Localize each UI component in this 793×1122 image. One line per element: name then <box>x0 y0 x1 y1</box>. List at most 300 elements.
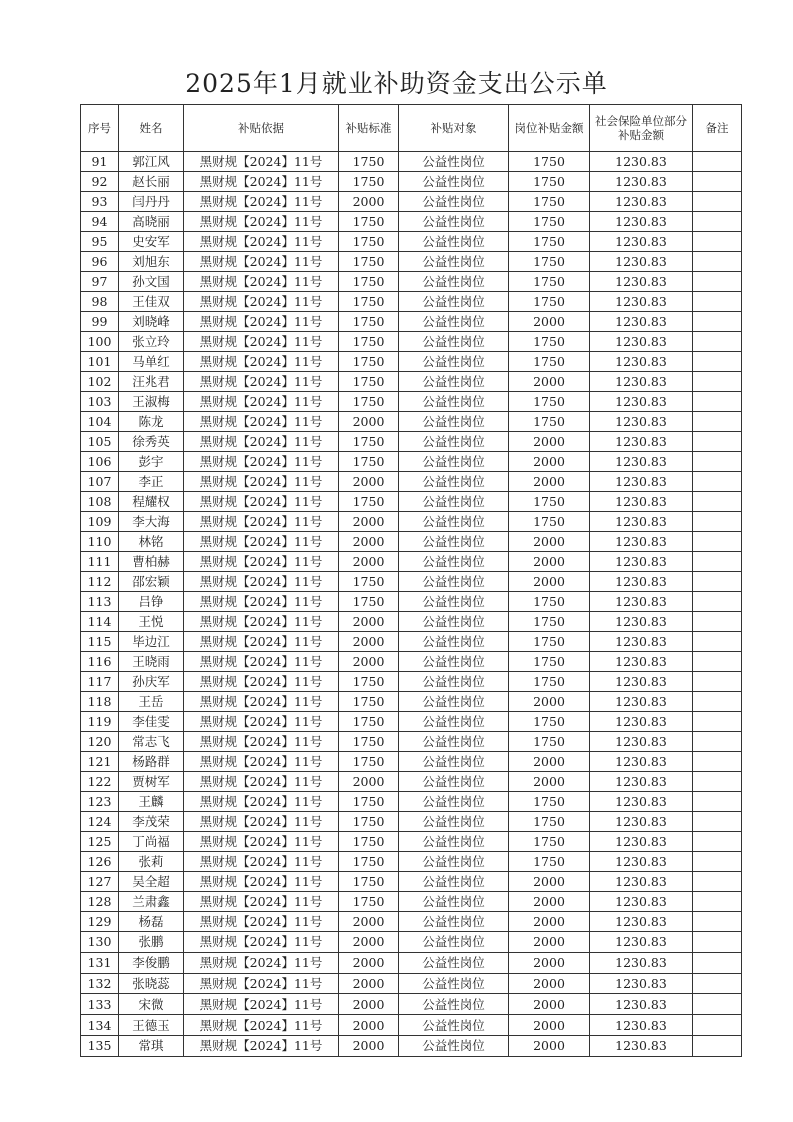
cell-social-amount: 1230.83 <box>590 672 693 692</box>
cell-post-amount: 2000 <box>509 892 590 912</box>
cell-post-amount: 2000 <box>509 772 590 792</box>
cell-name: 李大海 <box>119 512 184 532</box>
cell-basis: 黑财规【2024】11号 <box>184 872 339 892</box>
cell-name: 毕边江 <box>119 632 184 652</box>
cell-social-amount: 1230.83 <box>590 392 693 412</box>
cell-standard: 2000 <box>339 612 399 632</box>
cell-basis: 黑财规【2024】11号 <box>184 832 339 852</box>
cell-name: 陈龙 <box>119 412 184 432</box>
cell-seq: 118 <box>81 692 119 712</box>
cell-target: 公益性岗位 <box>399 252 509 272</box>
cell-target: 公益性岗位 <box>399 994 509 1015</box>
cell-basis: 黑财规【2024】11号 <box>184 572 339 592</box>
cell-remark <box>693 852 742 872</box>
cell-seq: 108 <box>81 492 119 512</box>
cell-target: 公益性岗位 <box>399 892 509 912</box>
cell-target: 公益性岗位 <box>399 192 509 212</box>
table-row <box>81 292 742 312</box>
table-row <box>81 532 742 552</box>
cell-social-amount: 1230.83 <box>590 652 693 672</box>
cell-standard: 1750 <box>339 452 399 472</box>
cell-standard: 1750 <box>339 852 399 872</box>
cell-social-amount: 1230.83 <box>590 272 693 292</box>
cell-seq: 119 <box>81 712 119 732</box>
cell-social-amount: 1230.83 <box>590 632 693 652</box>
cell-target: 公益性岗位 <box>399 712 509 732</box>
cell-standard: 1750 <box>339 692 399 712</box>
cell-social-amount: 1230.83 <box>590 512 693 532</box>
cell-post-amount: 1750 <box>509 732 590 752</box>
cell-social-amount: 1230.83 <box>590 792 693 812</box>
cell-standard: 1750 <box>339 752 399 772</box>
cell-seq: 114 <box>81 612 119 632</box>
cell-basis: 黑财规【2024】11号 <box>184 272 339 292</box>
cell-target: 公益性岗位 <box>399 912 509 932</box>
cell-basis: 黑财规【2024】11号 <box>184 192 339 212</box>
cell-name: 高晓丽 <box>119 212 184 232</box>
cell-post-amount: 1750 <box>509 792 590 812</box>
cell-seq: 107 <box>81 472 119 492</box>
cell-name: 张鹏 <box>119 932 184 953</box>
cell-basis: 黑财规【2024】11号 <box>184 1035 339 1056</box>
cell-target: 公益性岗位 <box>399 272 509 292</box>
cell-basis: 黑财规【2024】11号 <box>184 452 339 472</box>
cell-standard: 1750 <box>339 592 399 612</box>
cell-basis: 黑财规【2024】11号 <box>184 632 339 652</box>
cell-standard: 1750 <box>339 252 399 272</box>
cell-post-amount: 2000 <box>509 872 590 892</box>
cell-target: 公益性岗位 <box>399 632 509 652</box>
table-row <box>81 1015 742 1036</box>
cell-social-amount: 1230.83 <box>590 372 693 392</box>
cell-standard: 2000 <box>339 532 399 552</box>
cell-seq: 96 <box>81 252 119 272</box>
cell-post-amount: 1750 <box>509 592 590 612</box>
cell-remark <box>693 452 742 472</box>
cell-target: 公益性岗位 <box>399 312 509 332</box>
cell-name: 宋微 <box>119 994 184 1015</box>
cell-name: 杨磊 <box>119 912 184 932</box>
cell-name: 李正 <box>119 472 184 492</box>
cell-seq: 130 <box>81 932 119 953</box>
cell-target: 公益性岗位 <box>399 812 509 832</box>
cell-seq: 113 <box>81 592 119 612</box>
table-row <box>81 152 742 172</box>
cell-standard: 1750 <box>339 272 399 292</box>
cell-target: 公益性岗位 <box>399 372 509 392</box>
cell-seq: 125 <box>81 832 119 852</box>
header-social-amount: 社会保险单位部分补贴金额 <box>590 105 693 152</box>
cell-post-amount: 2000 <box>509 1015 590 1036</box>
cell-remark <box>693 832 742 852</box>
cell-seq: 100 <box>81 332 119 352</box>
cell-standard: 2000 <box>339 552 399 572</box>
cell-name: 孙文国 <box>119 272 184 292</box>
cell-standard: 2000 <box>339 512 399 532</box>
cell-post-amount: 1750 <box>509 192 590 212</box>
cell-standard: 1750 <box>339 432 399 452</box>
cell-remark <box>693 552 742 572</box>
cell-post-amount: 2000 <box>509 692 590 712</box>
cell-post-amount: 2000 <box>509 532 590 552</box>
table-row <box>81 372 742 392</box>
cell-social-amount: 1230.83 <box>590 412 693 432</box>
cell-target: 公益性岗位 <box>399 652 509 672</box>
cell-social-amount: 1230.83 <box>590 432 693 452</box>
cell-post-amount: 1750 <box>509 152 590 172</box>
cell-name: 王麟 <box>119 792 184 812</box>
cell-basis: 黑财规【2024】11号 <box>184 952 339 973</box>
table-row <box>81 652 742 672</box>
cell-basis: 黑财规【2024】11号 <box>184 912 339 932</box>
cell-remark <box>693 192 742 212</box>
cell-name: 丁尚福 <box>119 832 184 852</box>
cell-post-amount: 1750 <box>509 352 590 372</box>
cell-standard: 1750 <box>339 892 399 912</box>
cell-remark <box>693 812 742 832</box>
cell-name: 史安军 <box>119 232 184 252</box>
cell-standard: 1750 <box>339 332 399 352</box>
cell-target: 公益性岗位 <box>399 472 509 492</box>
header-name: 姓名 <box>119 105 184 152</box>
table-row <box>81 312 742 332</box>
cell-seq: 126 <box>81 852 119 872</box>
cell-standard: 1750 <box>339 672 399 692</box>
table-row <box>81 692 742 712</box>
cell-name: 马单红 <box>119 352 184 372</box>
cell-standard: 2000 <box>339 952 399 973</box>
cell-standard: 1750 <box>339 712 399 732</box>
table-row <box>81 792 742 812</box>
cell-name: 曹柏赫 <box>119 552 184 572</box>
cell-standard: 1750 <box>339 352 399 372</box>
cell-remark <box>693 472 742 492</box>
table-row <box>81 732 742 752</box>
cell-standard: 2000 <box>339 772 399 792</box>
cell-social-amount: 1230.83 <box>590 492 693 512</box>
cell-seq: 132 <box>81 973 119 994</box>
cell-target: 公益性岗位 <box>399 752 509 772</box>
cell-name: 杨路群 <box>119 752 184 772</box>
cell-target: 公益性岗位 <box>399 612 509 632</box>
cell-post-amount: 1750 <box>509 612 590 632</box>
table-row <box>81 994 742 1015</box>
table-row <box>81 492 742 512</box>
table-body <box>81 152 742 1057</box>
cell-name: 郭江风 <box>119 152 184 172</box>
cell-seq: 97 <box>81 272 119 292</box>
cell-standard: 2000 <box>339 994 399 1015</box>
table-row <box>81 392 742 412</box>
cell-standard: 1750 <box>339 872 399 892</box>
cell-remark <box>693 792 742 812</box>
cell-post-amount: 1750 <box>509 492 590 512</box>
cell-name: 常志飞 <box>119 732 184 752</box>
cell-social-amount: 1230.83 <box>590 812 693 832</box>
table-row <box>81 592 742 612</box>
cell-name: 张晓蕊 <box>119 973 184 994</box>
cell-seq: 106 <box>81 452 119 472</box>
cell-name: 常琪 <box>119 1035 184 1056</box>
cell-seq: 94 <box>81 212 119 232</box>
cell-name: 吕铮 <box>119 592 184 612</box>
cell-seq: 123 <box>81 792 119 812</box>
table-row <box>81 612 742 632</box>
cell-social-amount: 1230.83 <box>590 252 693 272</box>
cell-name: 邵宏颖 <box>119 572 184 592</box>
cell-standard: 1750 <box>339 792 399 812</box>
cell-remark <box>693 872 742 892</box>
cell-seq: 105 <box>81 432 119 452</box>
cell-target: 公益性岗位 <box>399 832 509 852</box>
cell-seq: 121 <box>81 752 119 772</box>
cell-basis: 黑财规【2024】11号 <box>184 612 339 632</box>
cell-standard: 2000 <box>339 652 399 672</box>
cell-remark <box>693 432 742 452</box>
cell-target: 公益性岗位 <box>399 492 509 512</box>
cell-seq: 133 <box>81 994 119 1015</box>
cell-remark <box>693 932 742 953</box>
cell-remark <box>693 152 742 172</box>
cell-seq: 103 <box>81 392 119 412</box>
cell-standard: 1750 <box>339 832 399 852</box>
cell-basis: 黑财规【2024】11号 <box>184 512 339 532</box>
cell-remark <box>693 352 742 372</box>
cell-target: 公益性岗位 <box>399 592 509 612</box>
cell-name: 彭宇 <box>119 452 184 472</box>
cell-social-amount: 1230.83 <box>590 1035 693 1056</box>
cell-basis: 黑财规【2024】11号 <box>184 932 339 953</box>
cell-post-amount: 1750 <box>509 652 590 672</box>
cell-social-amount: 1230.83 <box>590 732 693 752</box>
cell-remark <box>693 1015 742 1036</box>
cell-target: 公益性岗位 <box>399 852 509 872</box>
cell-seq: 109 <box>81 512 119 532</box>
cell-remark <box>693 712 742 732</box>
table-row <box>81 472 742 492</box>
cell-standard: 1750 <box>339 232 399 252</box>
cell-standard: 1750 <box>339 152 399 172</box>
header-seq: 序号 <box>81 105 119 152</box>
table-row <box>81 892 742 912</box>
cell-target: 公益性岗位 <box>399 172 509 192</box>
cell-standard: 1750 <box>339 492 399 512</box>
cell-post-amount: 1750 <box>509 272 590 292</box>
cell-post-amount: 1750 <box>509 712 590 732</box>
cell-name: 王晓雨 <box>119 652 184 672</box>
cell-remark <box>693 172 742 192</box>
cell-seq: 101 <box>81 352 119 372</box>
table-row <box>81 712 742 732</box>
cell-target: 公益性岗位 <box>399 952 509 973</box>
table-row <box>81 932 742 953</box>
table-row <box>81 952 742 973</box>
cell-seq: 115 <box>81 632 119 652</box>
cell-standard: 2000 <box>339 632 399 652</box>
table-row <box>81 512 742 532</box>
cell-target: 公益性岗位 <box>399 1035 509 1056</box>
cell-social-amount: 1230.83 <box>590 994 693 1015</box>
cell-name: 王悦 <box>119 612 184 632</box>
cell-post-amount: 1750 <box>509 252 590 272</box>
cell-post-amount: 2000 <box>509 912 590 932</box>
cell-basis: 黑财规【2024】11号 <box>184 372 339 392</box>
cell-remark <box>693 212 742 232</box>
cell-post-amount: 1750 <box>509 332 590 352</box>
cell-target: 公益性岗位 <box>399 672 509 692</box>
cell-target: 公益性岗位 <box>399 932 509 953</box>
cell-social-amount: 1230.83 <box>590 332 693 352</box>
cell-remark <box>693 512 742 532</box>
cell-basis: 黑财规【2024】11号 <box>184 172 339 192</box>
cell-target: 公益性岗位 <box>399 512 509 532</box>
cell-social-amount: 1230.83 <box>590 973 693 994</box>
table-row <box>81 1035 742 1056</box>
cell-name: 张立玲 <box>119 332 184 352</box>
cell-name: 徐秀英 <box>119 432 184 452</box>
cell-social-amount: 1230.83 <box>590 212 693 232</box>
cell-target: 公益性岗位 <box>399 432 509 452</box>
cell-target: 公益性岗位 <box>399 292 509 312</box>
cell-social-amount: 1230.83 <box>590 192 693 212</box>
cell-seq: 95 <box>81 232 119 252</box>
cell-post-amount: 2000 <box>509 932 590 953</box>
cell-target: 公益性岗位 <box>399 552 509 572</box>
cell-target: 公益性岗位 <box>399 332 509 352</box>
cell-remark <box>693 994 742 1015</box>
cell-basis: 黑财规【2024】11号 <box>184 973 339 994</box>
cell-remark <box>693 232 742 252</box>
cell-social-amount: 1230.83 <box>590 312 693 332</box>
cell-name: 刘晓峰 <box>119 312 184 332</box>
cell-seq: 92 <box>81 172 119 192</box>
cell-social-amount: 1230.83 <box>590 592 693 612</box>
cell-post-amount: 2000 <box>509 572 590 592</box>
cell-post-amount: 2000 <box>509 552 590 572</box>
cell-seq: 116 <box>81 652 119 672</box>
cell-target: 公益性岗位 <box>399 392 509 412</box>
table-row <box>81 452 742 472</box>
cell-basis: 黑财规【2024】11号 <box>184 392 339 412</box>
cell-social-amount: 1230.83 <box>590 612 693 632</box>
cell-standard: 1750 <box>339 312 399 332</box>
cell-seq: 110 <box>81 532 119 552</box>
cell-standard: 2000 <box>339 912 399 932</box>
cell-remark <box>693 272 742 292</box>
cell-basis: 黑财规【2024】11号 <box>184 532 339 552</box>
table-row <box>81 852 742 872</box>
cell-target: 公益性岗位 <box>399 772 509 792</box>
table-row <box>81 252 742 272</box>
cell-target: 公益性岗位 <box>399 352 509 372</box>
cell-social-amount: 1230.83 <box>590 172 693 192</box>
cell-social-amount: 1230.83 <box>590 952 693 973</box>
table-row <box>81 632 742 652</box>
header-row <box>81 105 742 152</box>
cell-name: 贾树军 <box>119 772 184 792</box>
cell-remark <box>693 532 742 552</box>
cell-remark <box>693 952 742 973</box>
cell-post-amount: 1750 <box>509 852 590 872</box>
cell-post-amount: 1750 <box>509 672 590 692</box>
cell-remark <box>693 752 742 772</box>
cell-remark <box>693 892 742 912</box>
cell-target: 公益性岗位 <box>399 792 509 812</box>
cell-post-amount: 2000 <box>509 472 590 492</box>
cell-basis: 黑财规【2024】11号 <box>184 552 339 572</box>
cell-social-amount: 1230.83 <box>590 832 693 852</box>
cell-name: 兰肃鑫 <box>119 892 184 912</box>
cell-name: 王岳 <box>119 692 184 712</box>
cell-target: 公益性岗位 <box>399 152 509 172</box>
cell-post-amount: 1750 <box>509 812 590 832</box>
cell-post-amount: 2000 <box>509 994 590 1015</box>
cell-remark <box>693 392 742 412</box>
cell-basis: 黑财规【2024】11号 <box>184 1015 339 1036</box>
cell-basis: 黑财规【2024】11号 <box>184 592 339 612</box>
table-row <box>81 752 742 772</box>
header-basis: 补贴依据 <box>184 105 339 152</box>
cell-social-amount: 1230.83 <box>590 932 693 953</box>
cell-remark <box>693 252 742 272</box>
cell-remark <box>693 632 742 652</box>
cell-basis: 黑财规【2024】11号 <box>184 412 339 432</box>
cell-name: 吴全超 <box>119 872 184 892</box>
cell-name: 闫丹丹 <box>119 192 184 212</box>
cell-social-amount: 1230.83 <box>590 772 693 792</box>
cell-seq: 134 <box>81 1015 119 1036</box>
cell-target: 公益性岗位 <box>399 212 509 232</box>
cell-seq: 112 <box>81 572 119 592</box>
cell-name: 王淑梅 <box>119 392 184 412</box>
cell-social-amount: 1230.83 <box>590 892 693 912</box>
cell-post-amount: 2000 <box>509 752 590 772</box>
cell-post-amount: 2000 <box>509 1035 590 1056</box>
cell-seq: 93 <box>81 192 119 212</box>
header-post-amount: 岗位补贴金额 <box>509 105 590 152</box>
cell-name: 刘旭东 <box>119 252 184 272</box>
cell-standard: 1750 <box>339 292 399 312</box>
cell-name: 王佳双 <box>119 292 184 312</box>
cell-basis: 黑财规【2024】11号 <box>184 752 339 772</box>
cell-seq: 102 <box>81 372 119 392</box>
cell-social-amount: 1230.83 <box>590 852 693 872</box>
cell-name: 李茂荣 <box>119 812 184 832</box>
cell-seq: 104 <box>81 412 119 432</box>
cell-name: 程耀权 <box>119 492 184 512</box>
cell-basis: 黑财规【2024】11号 <box>184 152 339 172</box>
cell-basis: 黑财规【2024】11号 <box>184 652 339 672</box>
cell-basis: 黑财规【2024】11号 <box>184 792 339 812</box>
cell-post-amount: 1750 <box>509 832 590 852</box>
cell-basis: 黑财规【2024】11号 <box>184 472 339 492</box>
cell-remark <box>693 332 742 352</box>
cell-standard: 2000 <box>339 932 399 953</box>
cell-post-amount: 1750 <box>509 212 590 232</box>
cell-standard: 1750 <box>339 212 399 232</box>
cell-basis: 黑财规【2024】11号 <box>184 812 339 832</box>
cell-basis: 黑财规【2024】11号 <box>184 672 339 692</box>
cell-basis: 黑财规【2024】11号 <box>184 692 339 712</box>
cell-post-amount: 1750 <box>509 292 590 312</box>
cell-standard: 2000 <box>339 1035 399 1056</box>
cell-seq: 128 <box>81 892 119 912</box>
cell-social-amount: 1230.83 <box>590 152 693 172</box>
header-target: 补贴对象 <box>399 105 509 152</box>
cell-standard: 2000 <box>339 472 399 492</box>
cell-basis: 黑财规【2024】11号 <box>184 732 339 752</box>
cell-seq: 131 <box>81 952 119 973</box>
